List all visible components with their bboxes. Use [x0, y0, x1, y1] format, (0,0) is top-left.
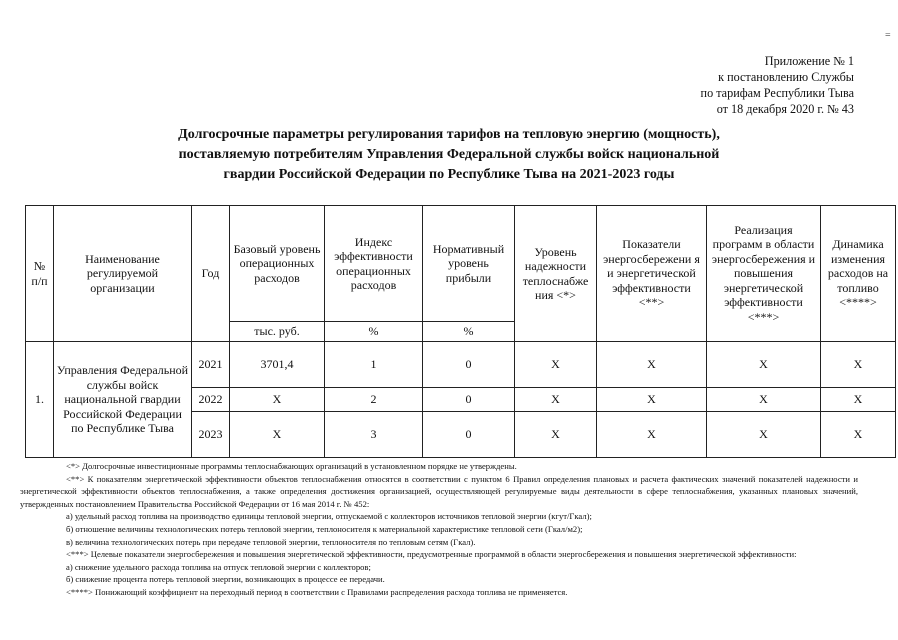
- corner-mark: =: [885, 30, 891, 41]
- footnote-3a: а) снижение удельного расхода топлива на отпуск тепловой энергии с коллекторов;: [66, 561, 371, 572]
- appendix-line-1: Приложение № 1: [764, 54, 854, 68]
- cell-year: 2022: [192, 388, 230, 412]
- header-fuel: Динамика изменения расходов на топливо <****>: [821, 206, 896, 342]
- header-org: Наименование регулируемой организации: [54, 206, 192, 342]
- footnote-2b: б) отношение величины технологических потерь тепловой энергии, теплоносителя к материальной характеристике тепловой сети (Гкал/м2);: [66, 523, 583, 534]
- cell-reliability: X: [515, 388, 597, 412]
- header-base: Базовый уровень операционных расходов: [230, 206, 325, 322]
- cell-fuel: X: [821, 388, 896, 412]
- cell-profit: 0: [423, 388, 515, 412]
- cell-fuel: X: [821, 412, 896, 458]
- cell-reliability: X: [515, 412, 597, 458]
- footnote-1: <*> Долгосрочные инвестиционные программы теплоснабжающих организаций в установленном порядке не утверждены.: [66, 461, 517, 471]
- cell-profit: 0: [423, 342, 515, 388]
- header-num: № п/п: [26, 206, 54, 342]
- cell-year: 2023: [192, 412, 230, 458]
- cell-energy: X: [597, 412, 707, 458]
- header-programs: Реализация программ в области энергосбережения и повышения энергетической эффективности <***>: [707, 206, 821, 342]
- footnote-2: <**> К показателям энергетической эффективности объектов теплоснабжения относятся в соответствии с пунктом 6 Правил определения плановых и расчета фактических значений показателей надежности и энергетической эффективности объектов теплоснабжения, а также определения достижения организацией, осуществляющей регулируемые виды деятельности в сфере теплоснабжения, указанных плановых значений, утвержденных постановлением Правительства Российской Федерации от 16 мая 2014 г. № 452:: [20, 473, 858, 509]
- footnote-4: <****> Понижающий коэффициент на переходный период в соответствии с Правилами распределения расхода топлива не применяется.: [66, 586, 568, 597]
- cell-index: 2: [325, 388, 423, 412]
- cell-index: 1: [325, 342, 423, 388]
- cell-programs: X: [707, 412, 821, 458]
- header-energy: Показатели энергосбережени я и энергетической эффективности <**>: [597, 206, 707, 342]
- appendix-line-2: к постановлению Службы: [718, 70, 854, 84]
- header-profit: Нормативный уровень прибыли: [423, 206, 515, 322]
- header-index: Индекс эффективности операционных расходов: [325, 206, 423, 322]
- cell-base: X: [230, 388, 325, 412]
- cell-reliability: X: [515, 342, 597, 388]
- parameters-table: [25, 205, 896, 458]
- footnote-3b: б) снижение процента потерь тепловой энергии, возникающих в процессе ее передачи.: [66, 574, 385, 585]
- header-row: [26, 206, 896, 322]
- footnote-2c: в) величина технологических потерь при передаче тепловой энергии, теплоносителя по тепловым сетям (Гкал).: [66, 536, 476, 547]
- appendix-line-4: от 18 декабря 2020 г. № 43: [716, 102, 854, 116]
- header-reliability: Уровень надежности теплоснабже ния <*>: [515, 206, 597, 342]
- header-year: Год: [192, 206, 230, 342]
- title-line-1: Долгосрочные параметры регулирования тарифов на тепловую энергию (мощность),: [178, 127, 720, 142]
- document-title: [100, 125, 798, 185]
- cell-programs: X: [707, 342, 821, 388]
- org-name: Управления Федеральной службы войск национальной гвардии Российской Федерации по Республике Тыва: [54, 342, 192, 458]
- cell-programs: X: [707, 388, 821, 412]
- title-line-2: поставляемую потребителям Управления Федеральной службы войск национальной: [178, 147, 720, 162]
- cell-year: 2021: [192, 342, 230, 388]
- cell-base: 3701,4: [230, 342, 325, 388]
- cell-index: 3: [325, 412, 423, 458]
- appendix-header: [594, 53, 854, 117]
- unit-base: тыс. руб.: [230, 322, 325, 342]
- footnote-3: <***> Целевые показатели энергосбережения и повышения энергетической эффективности, предусмотренные программой в области энергосбережения и повышения энергетической эффективности:: [66, 549, 797, 560]
- row-num: 1.: [26, 342, 54, 458]
- cell-base: X: [230, 412, 325, 458]
- cell-profit: 0: [423, 412, 515, 458]
- footnotes: [20, 460, 858, 599]
- cell-energy: X: [597, 388, 707, 412]
- unit-profit: %: [423, 322, 515, 342]
- cell-fuel: X: [821, 342, 896, 388]
- cell-energy: X: [597, 342, 707, 388]
- footnote-2a: а) удельный расход топлива на производство единицы тепловой энергии, отпускаемой с коллекторов источников тепловой энергии (кгут/Гкал);: [66, 511, 592, 522]
- title-line-3: гвардии Российской Федерации по Республике Тыва на 2021-2023 годы: [223, 167, 675, 182]
- unit-index: %: [325, 322, 423, 342]
- table-row: [26, 342, 896, 388]
- appendix-line-3: по тарифам Республики Тыва: [700, 86, 854, 100]
